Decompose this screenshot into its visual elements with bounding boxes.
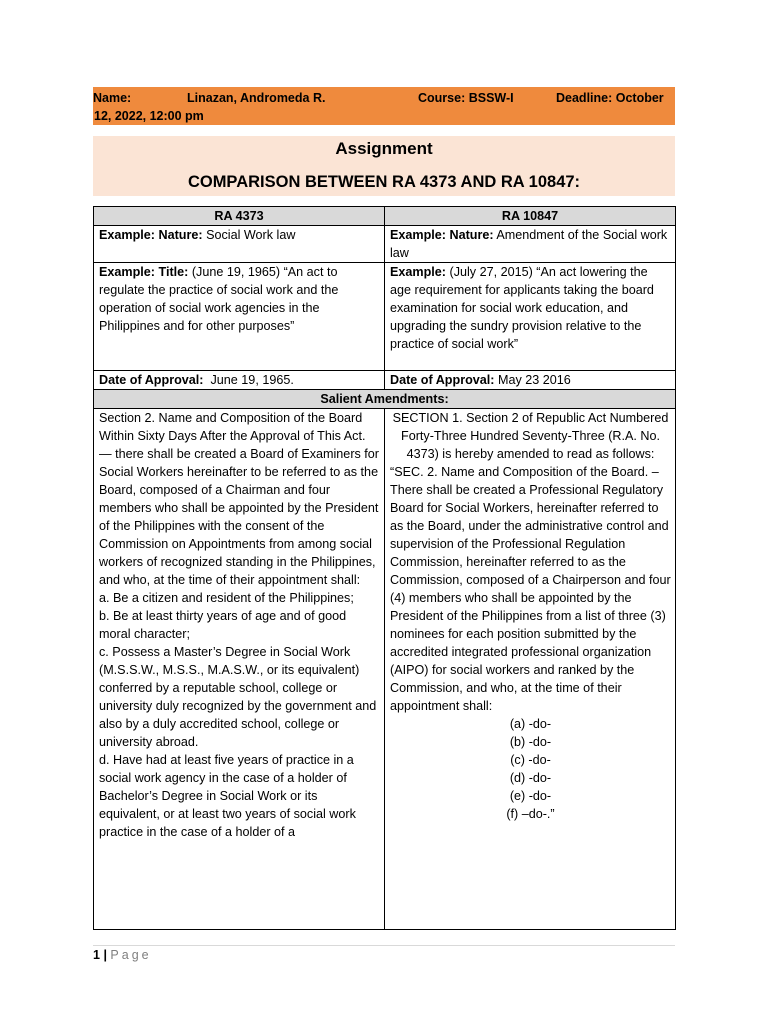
left-item-d: d. Have had at least five years of practice in a social work agency in the case of a holder of Bachelor’s Degree in Social Work or its equivalent, or at least two years of social work practice in the case of a holder of a <box>99 753 356 839</box>
nature-right-cell <box>385 226 676 263</box>
footer-divider <box>93 945 675 946</box>
right-item-b: (b) -do- <box>509 735 552 749</box>
name-value: Linazan, Andromeda R. <box>187 91 326 105</box>
table-header-row <box>94 207 676 226</box>
page-word: Page <box>110 948 152 962</box>
nature-row <box>94 226 676 263</box>
deadline-continued: 12, 2022, 12:00 pm <box>94 109 204 123</box>
section-row <box>94 409 676 930</box>
deadline-text: Deadline: October <box>556 91 664 105</box>
assignment-heading: Assignment <box>335 139 433 158</box>
title-row <box>94 263 676 371</box>
section-right-cell <box>385 409 676 930</box>
col-ra10847-header: RA 10847 <box>385 207 676 226</box>
name-label: Name: <box>93 91 132 105</box>
approval-left-value: June 19, 1965. <box>210 373 294 387</box>
approval-label: Date of Approval: <box>99 373 204 387</box>
nature-left-value: Social Work law <box>206 228 296 242</box>
nature-label-right: Example: Nature: <box>390 228 494 242</box>
nature-right-value: Amendment of the Social work law <box>390 228 668 260</box>
col-ra4373-header: RA 4373 <box>94 207 385 226</box>
left-item-b: b. Be at least thirty years of age and of good moral character; <box>99 609 347 641</box>
nature-label: Example: Nature: <box>99 228 203 242</box>
right-body-text: “SEC. 2. Name and Composition of the Board. – There shall be created a Professional Regulatory Board for Social Workers, hereinafter referred to as the Board, under the administrative control and supervision of the Professional Regulation Commission, hereinafter referred to as the Commission, composed of a Chairperson and four (4) members who shall be appointed by the President of the Philippines from a list of three (3) nominees for each position submitted by the accredited integrated professional organization (AIPO) for social workers and ranked by the Commission, and who, at the time of their appointment shall: <box>390 465 671 713</box>
approval-left-cell <box>94 371 385 390</box>
course-text: Course: BSSW-I <box>418 91 514 105</box>
right-item-f: (f) –do-.” <box>506 807 555 821</box>
comparison-table <box>93 206 676 930</box>
title-right-value: (July 27, 2015) “An act lowering the age requirement for applicants taking the board examination for social work education, and upgrading the sundry provision relative to the practice of social work” <box>390 265 654 351</box>
right-item-d: (d) -do- <box>509 771 552 785</box>
left-item-a: a. Be a citizen and resident of the Philippines; <box>99 591 354 605</box>
page-separator: | <box>103 948 107 962</box>
title-right-cell <box>385 263 676 371</box>
page-number: 1 <box>93 948 100 962</box>
right-item-a: (a) -do- <box>509 717 552 731</box>
salient-row <box>94 390 676 409</box>
left-section-text: Section 2. Name and Composition of the Board Within Sixty Days After the Approval of This Act. — there shall be created a Board of Examiners for Social Workers hereinafter to be referred to as the Board, composed of a Chairman and four members who shall be appointed by the President of the Philippines with the consent of the Commission on Appointments from among social workers of recognized standing in the Philippines, and who, at the time of their appointment shall: <box>99 411 380 587</box>
title-label: Example: Title: <box>99 265 189 279</box>
page-footer <box>93 948 152 962</box>
section-left-cell <box>94 409 385 930</box>
title-left-cell <box>94 263 385 371</box>
right-intro-text: SECTION 1. Section 2 of Republic Act Numbered Forty-Three Hundred Seventy-Three (R.A. No. 4373) is hereby amended to read as follows: <box>392 411 669 461</box>
comparison-heading: COMPARISON BETWEEN RA 4373 AND RA 10847: <box>187 173 581 191</box>
approval-right-value: May 23 2016 <box>498 373 571 387</box>
approval-label-right: Date of Approval: <box>390 373 495 387</box>
salient-amendments-label: Salient Amendments: <box>94 390 676 409</box>
nature-left-cell <box>94 226 385 263</box>
title-box <box>93 136 675 196</box>
left-item-c: c. Possess a Master’s Degree in Social Work (M.S.S.W., M.S.S., M.A.S.W., or its equivalent) conferred by a reputable school, college or university duly recognized by the government and also by a duly accredited school, college or university abroad. <box>99 645 377 749</box>
right-item-c: (c) -do- <box>510 753 551 767</box>
approval-row <box>94 371 676 390</box>
title-left-value: (June 19, 1965) “An act to regulate the practice of social work and the operation of social work agencies in the Philippines and for other purposes” <box>99 265 339 333</box>
right-item-e: (e) -do- <box>509 789 552 803</box>
header-bar <box>93 87 675 125</box>
title-label-right: Example: <box>390 265 446 279</box>
approval-right-cell <box>385 371 676 390</box>
